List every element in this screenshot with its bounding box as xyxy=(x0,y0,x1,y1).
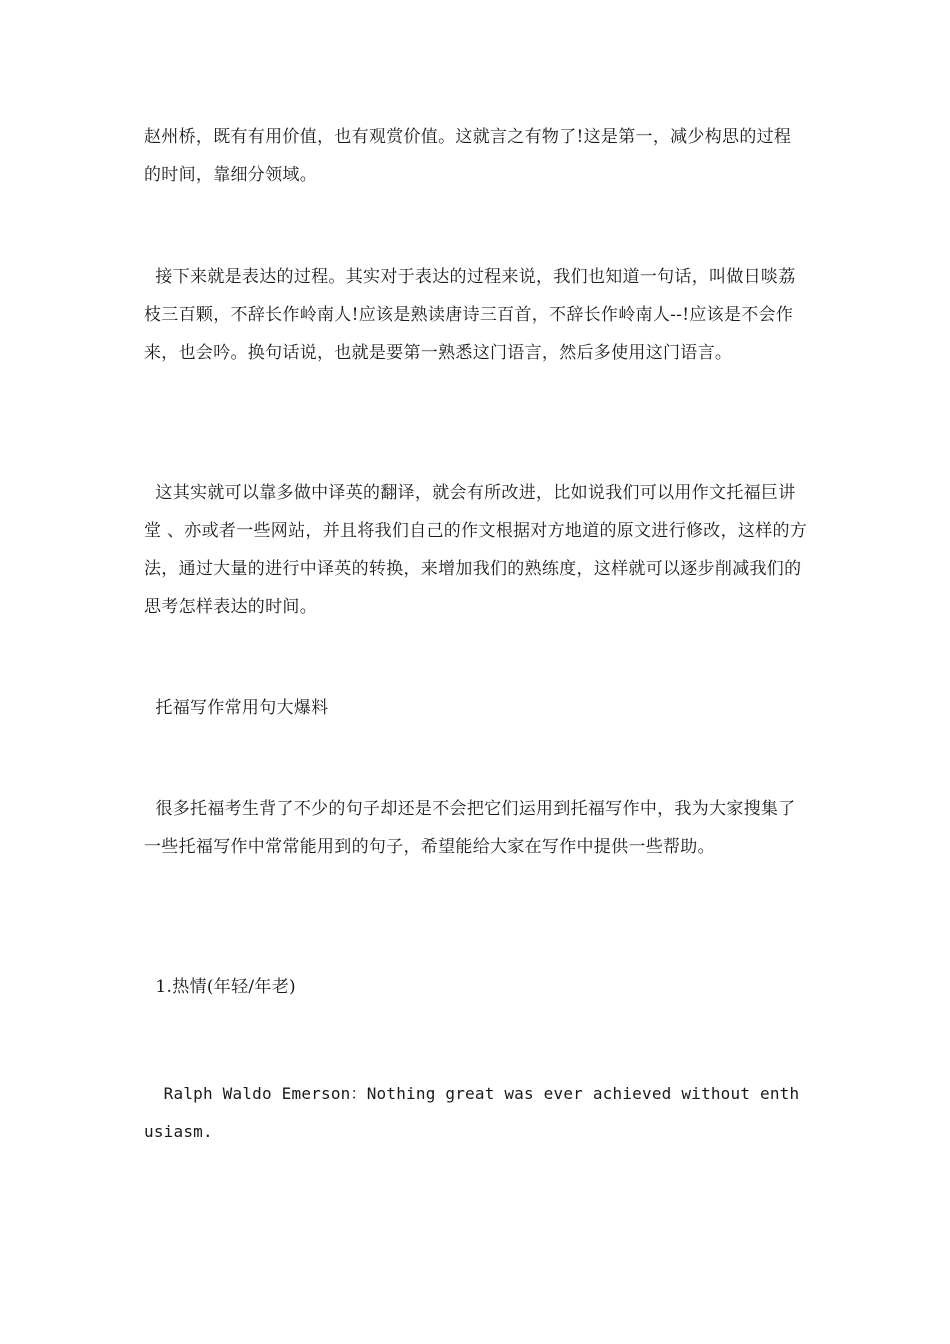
paragraph-intro-sentences: 很多托福考生背了不少的句子却还是不会把它们运用到托福写作中，我为大家搜集了一些托福写作中常常能用到的句子，希望能给大家在写作中提供一些帮助。 xyxy=(144,799,796,857)
section-heading: 托福写作常用句大爆料 xyxy=(144,698,329,718)
paragraph-expression-process: 接下来就是表达的过程。其实对于表达的过程来说，我们也知道一句话，叫做日啖荔枝三百颗，不辞长作岭南人!应该是熟读唐诗三百首，不辞长作岭南人--!应该是不会作来，也会吟。换句话说，也就是要第一熟悉这门语言，然后多使用这门语言。 xyxy=(144,267,796,363)
quote-emerson: Ralph Waldo Emerson：Nothing great was ever achieved without enthusiasm. xyxy=(144,1084,800,1141)
paragraph-translation-practice: 这其实就可以靠多做中译英的翻译，就会有所改进，比如说我们可以用作文托福巨讲堂 、亦或者一些网站，并且将我们自己的作文根据对方地道的原文进行修改，这样的方法，通过大量的进行中译英的转换，来增加我们的熟练度，这样就可以逐步削减我们的思考怎样表达的时间。 xyxy=(144,483,808,617)
list-item-enthusiasm: 1.热情(年轻/年老) xyxy=(144,977,296,997)
paragraph-zhaozhou-bridge: 赵州桥，既有有用价值，也有观赏价值。这就言之有物了!这是第一，减少构思的过程的时间，靠细分领域。 xyxy=(144,127,792,185)
